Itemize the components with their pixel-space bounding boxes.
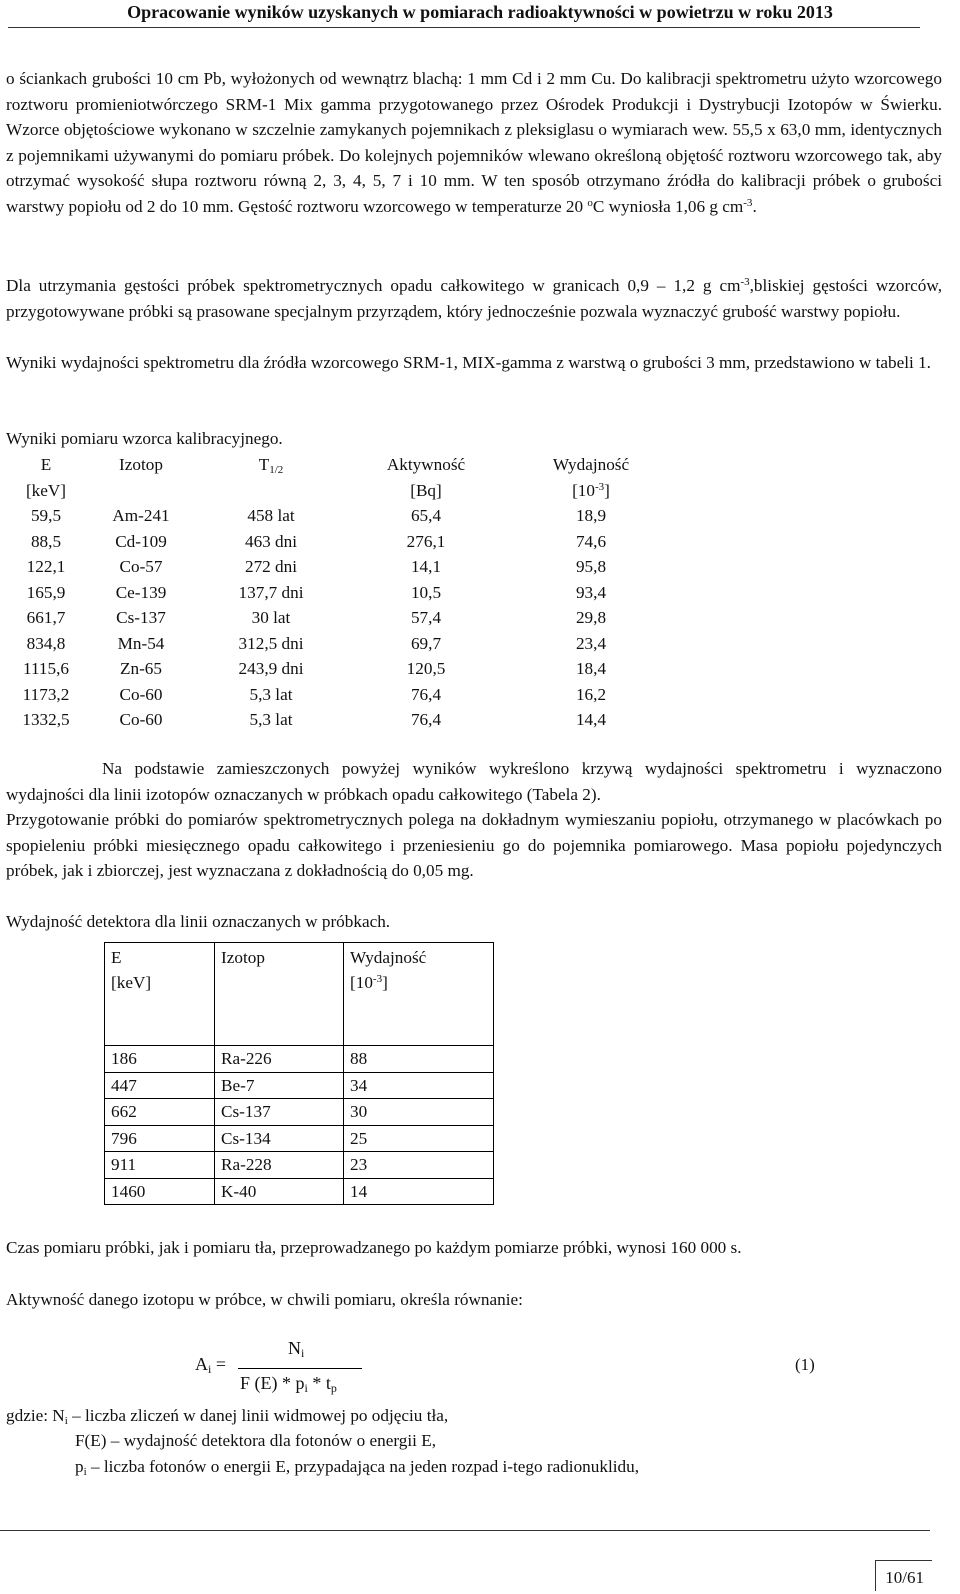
table-row: 186 Ra-226 88 (105, 1046, 494, 1073)
page-header: Opracowanie wyników uzyskanych w pomiarach radioaktywności w powietrzu w roku 2013 (127, 2, 833, 22)
table-row: 1173,2 Co-60 5,3 lat 76,4 16,2 (22, 684, 607, 704)
detector-efficiency-table (104, 942, 494, 1205)
col-header-efficiency: Wydajność $[10^{-3}]$ (344, 943, 494, 1046)
paragraph-efficiency-curve: Na podstawie zamieszczonych powyżej wyników wykreślono krzywą wydajności spektrometru i wyznaczono wydajności dla linii izotopów oznaczanych w próbkach opadu całkowitego (Tabela 2). (6, 759, 942, 804)
col-unit-activity: [Bq] (410, 480, 442, 500)
table-row: 59,5 Am-241 458 lat 65,4 18,9 (30, 506, 607, 525)
col-header-activity: Aktywność (386, 455, 466, 474)
table-row: 1115,6 Zn-65 243,9 dni 120,5 18,4 (23, 659, 607, 678)
col-header-e: E (40, 455, 52, 474)
calibration-table (6, 452, 676, 733)
table-row: 165,9 Ce-139 137,7 dni 10,5 93,4 (26, 582, 607, 602)
where-line-1: gdzie: $N_i$ – liczba zliczeń w danej linii widmowej po odjęciu tła, (6, 1406, 449, 1427)
table-row: 122,1 Co-57 272 dni 14,1 95,8 (26, 557, 607, 576)
paragraph-sample-preparation: Przygotowanie próbki do pomiarów spektrometrycznych polega na dokładnym wymieszaniu popiołu, otrzymanego w placówkach po spopieleniu próbki miesięcznego opadu całkowitego i przeniesieniu go do pojemnika pomiarowego. Masa popiołu pojedynczych próbek, jak i zbiorczej, jest wyznaczana z dokładnością do 0,05 mg. (6, 810, 942, 880)
fraction-bar (238, 1368, 362, 1369)
col-header-halflife: $T_{1/2}$ (258, 455, 284, 476)
table-row: 661,7 Cs-137 30 lat 57,4 29,8 (26, 608, 607, 627)
page-number: 10/61 (885, 1568, 924, 1587)
paragraph-equation-intro: Aktywność danego izotopu w próbce, w chwili pomiaru, określa równanie: (6, 1290, 523, 1309)
where-line-3: $p_i$ – liczba fotonów o energii E, przypadająca na jeden rozpad i-tego radionuklidu, (75, 1457, 639, 1478)
col-header-e: E [keV] (105, 943, 215, 1046)
table-row: 1460 K-40 14 (105, 1178, 494, 1205)
table-row: 447 Be-7 34 (105, 1072, 494, 1099)
table-row: 834,8 Mn-54 312,5 dni 69,7 23,4 (26, 633, 607, 653)
paragraph-results-intro: Wyniki wydajności spektrometru dla źródła wzorcowego SRM-1, MIX-gamma z warstwą o grubości 3 mm, przedstawiono w tabeli 1. (6, 353, 931, 372)
col-header-izotop: Izotop (215, 943, 344, 1046)
equation-lhs: $A_i$ = (195, 1354, 226, 1376)
table-row: 796 Cs-134 25 (105, 1125, 494, 1152)
col-unit-e: [keV] (25, 480, 67, 500)
footer-divider (0, 1530, 930, 1531)
table-row: 911 Ra-228 23 (105, 1152, 494, 1179)
equation-numerator: $N_i$ (288, 1338, 305, 1360)
paragraph-measurement-time: Czas pomiaru próbki, jak i pomiaru tła, przeprowadzanego po każdym pomiarze próbki, wynosi 160 000 s. (6, 1238, 742, 1257)
table-row: 88,5 Cd-109 463 dni 276,1 74,6 (30, 531, 607, 551)
table-row: 662 Cs-137 30 (105, 1099, 494, 1126)
table-row: 1332,5 Co-60 5,3 lat 76,4 14,4 (22, 710, 607, 729)
col-unit-efficiency: $[10^{-3}]$ (572, 480, 610, 500)
equation-denominator: F $(E) * p_i * t_p$ (240, 1373, 337, 1395)
col-header-efficiency: Wydajność (552, 455, 630, 474)
paragraph-density: Dla utrzymania gęstości próbek spektrometrycznych opadu całkowitego w granicach 0,9 – 1,2 g $cm^{-3},bliskiej$ gęstości wzorców, przygotowywane próbki są prasowane specjalnym przyrządem, który jednocześnie pozwala wyznaczyć grubość warstwy popiołu. (6, 276, 942, 321)
paragraph-calibration: o ściankach grubości 10 cm Pb, wyłożonych od wewnątrz blachą: 1 mm Cd i 2 mm Cu. Do kalibracji spektrometru użyto wzorcowego roztworu promieniotwórczego SRM-1 Mix gamma przygotowanego przez Ośrodek Produkcji i Dystrybucji Izotopów w Świerku. Wzorce objętościowe wykonano w szczelnie zamykanych pojemnikach z pleksiglasu o wymiarach wew. 55,5 x 63,0 mm, identycznych z pojemnikami używanymi do pomiaru próbek. Do kolejnych pojemników wlewano określoną objętość roztworu wzorcowego tak, aby otrzymać wysokość słupa roztworu równą 2, 3, 4, 5, 7 i 10 mm. W ten sposób otrzymano źródła do kalibracji próbek o grubości warstwy popiołu od 2 do 10 mm. Gęstość roztworu wzorcowego w temperaturze 20 $^o$C wyniosła 1,06 g $cm^{-3}$. (6, 69, 942, 216)
calibration-table-caption: Wyniki pomiaru wzorca kalibracyjnego. (6, 429, 283, 448)
col-header-izotop: Izotop (119, 455, 163, 474)
where-line-2: F(E) – wydajność detektora dla fotonów o energii E, (75, 1431, 437, 1450)
equation-number: (1) (795, 1355, 815, 1374)
header-divider (8, 27, 920, 28)
detector-table-caption: Wydajność detektora dla linii oznaczanych w próbkach. (6, 912, 391, 931)
